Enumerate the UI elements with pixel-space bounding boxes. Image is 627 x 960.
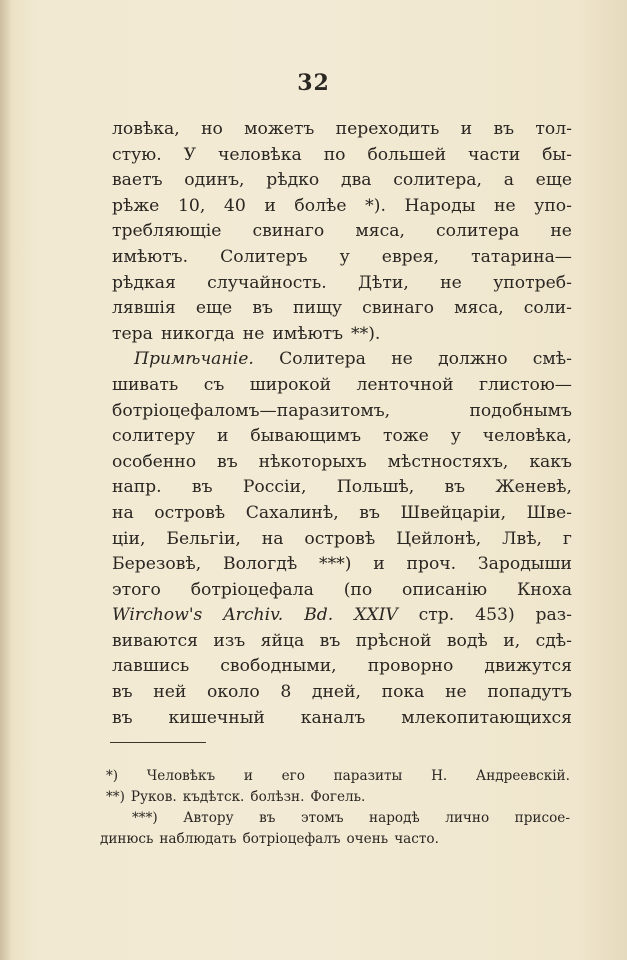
word: лявшія — [112, 298, 176, 319]
word: *). — [365, 195, 386, 216]
word: рѣже — [112, 195, 160, 216]
word: проворно — [367, 656, 454, 677]
text-line — [112, 706, 572, 732]
word: на — [112, 502, 134, 523]
word: смѣ- — [532, 349, 572, 370]
word: этомъ — [300, 810, 344, 826]
text-line — [112, 347, 572, 373]
word: еще — [535, 170, 572, 191]
word: въ — [217, 451, 238, 472]
word: не — [440, 272, 462, 293]
word: мѣстностяхъ, — [387, 451, 509, 472]
text-line — [112, 552, 572, 578]
text-line — [112, 271, 572, 297]
word: Солитера — [279, 349, 366, 370]
word: Wirchow's — [112, 605, 203, 626]
word: Солитеръ — [220, 246, 308, 267]
text-line — [112, 450, 572, 476]
word: свободными, — [220, 656, 337, 677]
word: его — [281, 768, 305, 784]
word: островѣ — [304, 528, 376, 549]
footnote-line — [100, 829, 570, 850]
word: присое- — [514, 810, 570, 826]
paragraph — [112, 117, 572, 347]
word: татарина— — [471, 246, 572, 267]
word: не — [242, 323, 265, 344]
word: требляющіе — [112, 221, 222, 242]
word: человѣка, — [482, 426, 572, 447]
word: болѣе — [294, 195, 347, 216]
word: островѣ — [154, 502, 226, 523]
text-line — [112, 168, 572, 194]
word: рѣдкая — [112, 272, 176, 293]
word: Фогель. — [310, 789, 366, 805]
word: Народы — [404, 195, 476, 216]
text-line — [112, 680, 572, 706]
word: описанію — [402, 579, 488, 600]
word: рѣдко — [266, 170, 320, 191]
word: 453) — [475, 605, 515, 626]
word: упо- — [534, 195, 572, 216]
word: изъ — [213, 630, 246, 651]
text-line — [112, 143, 572, 169]
word: Россіи, — [242, 477, 307, 498]
word: и — [373, 554, 385, 575]
word: у — [339, 246, 350, 267]
text-line — [112, 501, 572, 527]
word: не — [445, 682, 467, 703]
word: съ — [203, 374, 225, 395]
text-line — [112, 399, 572, 425]
footnote-line — [100, 808, 570, 829]
word: Швейцаріи, — [400, 502, 507, 523]
word: случайность. — [207, 272, 327, 293]
text-line — [112, 424, 572, 450]
word: но — [201, 119, 223, 139]
word: два — [341, 170, 372, 191]
word: У — [183, 144, 197, 165]
word: лично — [445, 810, 490, 826]
text-line — [112, 527, 572, 553]
word: употреб- — [493, 272, 572, 293]
word: большей — [367, 144, 447, 165]
word: должно — [438, 349, 508, 370]
word: нѣкоторыхъ — [258, 451, 367, 472]
word: глистою— — [478, 374, 572, 395]
word: каналъ — [300, 707, 366, 728]
word: болѣзн. — [250, 789, 305, 805]
word: бывающимъ — [250, 426, 362, 447]
word: въ — [191, 477, 213, 498]
word: Зародыши — [477, 554, 572, 575]
word: мяса, — [454, 298, 504, 319]
word: на — [261, 528, 284, 549]
word: никогда — [160, 323, 235, 344]
word: Бельгіи, — [166, 528, 241, 549]
word: Женевѣ, — [495, 477, 572, 498]
word: не — [550, 221, 572, 242]
text-line — [112, 296, 572, 322]
word: ***) — [318, 554, 352, 575]
word: еврея, — [381, 246, 440, 267]
text-line — [112, 219, 572, 245]
word: имѣютъ — [272, 323, 344, 344]
word: въ — [252, 298, 273, 319]
word: сдѣ- — [535, 630, 572, 651]
word: Цейлонѣ, — [396, 528, 482, 549]
word: виваются — [112, 630, 198, 651]
word: Андреевскій. — [475, 768, 570, 784]
word: этого — [112, 579, 161, 600]
footnote-line — [100, 787, 570, 808]
text-line — [112, 117, 572, 143]
word: ***) — [132, 810, 158, 826]
word: Archiv. — [223, 605, 284, 626]
word: человѣка — [217, 144, 302, 165]
word: ботріоцефаломъ—паразитомъ, — [112, 400, 391, 421]
word: части — [467, 144, 521, 165]
word: попадутъ — [487, 682, 572, 703]
note-paragraph — [112, 347, 572, 731]
word: пищу — [293, 298, 343, 319]
word: переходить — [335, 119, 440, 139]
word: солитера, — [393, 170, 482, 191]
word: раз- — [535, 605, 572, 626]
word: Автору — [183, 810, 234, 826]
word: у — [450, 426, 461, 447]
word: кишечный — [168, 707, 265, 728]
word: напр. — [112, 477, 162, 498]
word: въ — [112, 682, 133, 703]
word: ботріоцефалъ — [242, 831, 341, 847]
word: стр. — [418, 605, 455, 626]
word: XXIV — [354, 605, 398, 626]
word: по — [323, 144, 346, 165]
word: паразиты — [333, 768, 403, 784]
word: Человѣкъ — [146, 768, 216, 784]
word: динюсь — [100, 831, 154, 847]
word: г — [562, 528, 572, 549]
word: шивать — [112, 374, 179, 395]
word: солитеру — [112, 426, 196, 447]
word: какъ — [529, 451, 572, 472]
word: солитера — [435, 221, 520, 242]
word: движутся — [484, 656, 572, 677]
word: соли- — [523, 298, 572, 319]
word: можетъ — [244, 119, 315, 139]
word: (по — [343, 579, 373, 600]
word: народѣ — [369, 810, 420, 826]
text-line — [112, 322, 572, 348]
word: въ — [493, 119, 515, 139]
text-line — [112, 245, 572, 271]
word: особенно — [112, 451, 197, 472]
text-line — [112, 194, 572, 220]
word: ловѣка, — [112, 119, 180, 139]
text-line — [112, 654, 572, 680]
word: Дѣти, — [358, 272, 409, 293]
text-line — [112, 629, 572, 655]
text-line — [112, 578, 572, 604]
word: не — [493, 195, 516, 216]
word: 40 — [223, 195, 246, 216]
page-number: 32 — [297, 70, 330, 96]
word: имѣютъ. — [112, 246, 189, 267]
word: мяса, — [355, 221, 405, 242]
word: ваетъ — [112, 170, 163, 191]
footnote-line — [100, 766, 570, 787]
word: **). — [351, 323, 381, 344]
word: Примѣчаніе. — [134, 349, 254, 370]
word: **) — [106, 789, 125, 805]
word: и — [264, 195, 276, 216]
word: 10, — [177, 195, 206, 216]
word: въ — [319, 630, 341, 651]
word: ленточной — [356, 374, 454, 395]
word: въ — [112, 707, 133, 728]
word: ціи, — [112, 528, 146, 549]
word: тера — [112, 323, 153, 344]
main-text — [112, 117, 572, 731]
word: Лвѣ, — [502, 528, 543, 549]
word: часто. — [394, 831, 439, 847]
footnotes — [100, 766, 570, 850]
word: и — [460, 119, 473, 139]
word: не — [391, 349, 413, 370]
word: *) — [106, 768, 119, 784]
word: въ — [259, 810, 276, 826]
word: тоже — [382, 426, 429, 447]
word: яйца — [260, 630, 305, 651]
word: свинаго — [252, 221, 325, 242]
word: около — [206, 682, 260, 703]
word: а — [503, 170, 514, 191]
word: Вологдѣ — [222, 554, 298, 575]
word: Bd. — [304, 605, 334, 626]
word: Шве- — [526, 502, 572, 523]
word: къдѣтск. — [182, 789, 245, 805]
word: одинъ, — [184, 170, 245, 191]
word: пока — [381, 682, 425, 703]
word: тол- — [535, 119, 572, 139]
word: 8 — [280, 682, 292, 703]
word: и — [217, 426, 229, 447]
word: свинаго — [362, 298, 434, 319]
spine-shadow — [0, 0, 12, 960]
word: Березовѣ, — [112, 554, 202, 575]
word: наблюдать — [159, 831, 237, 847]
word: водѣ — [446, 630, 488, 651]
word: Кноха — [516, 579, 572, 600]
word: и — [243, 768, 253, 784]
word: ботріоцефала — [190, 579, 314, 600]
word: Польшѣ, — [336, 477, 415, 498]
word: лавшись — [112, 656, 190, 677]
word: широкой — [249, 374, 332, 395]
word: ней — [153, 682, 187, 703]
word: проч. — [406, 554, 457, 575]
word: въ — [444, 477, 466, 498]
word: стую. — [112, 144, 162, 165]
word: и, — [503, 630, 521, 651]
text-line — [112, 373, 572, 399]
word: млекопитающихся — [401, 707, 572, 728]
word: дней, — [311, 682, 362, 703]
word: въ — [359, 502, 380, 523]
word: Н. — [431, 768, 448, 784]
footnote-divider — [110, 742, 206, 743]
word: очень — [346, 831, 389, 847]
text-line — [112, 603, 572, 629]
word: еще — [195, 298, 233, 319]
word: Сахалинѣ, — [245, 502, 339, 523]
text-line — [112, 475, 572, 501]
word: Руков. — [130, 789, 177, 805]
word: подобнымъ — [469, 400, 572, 421]
word: бы- — [542, 144, 572, 165]
word: прѣсной — [355, 630, 432, 651]
